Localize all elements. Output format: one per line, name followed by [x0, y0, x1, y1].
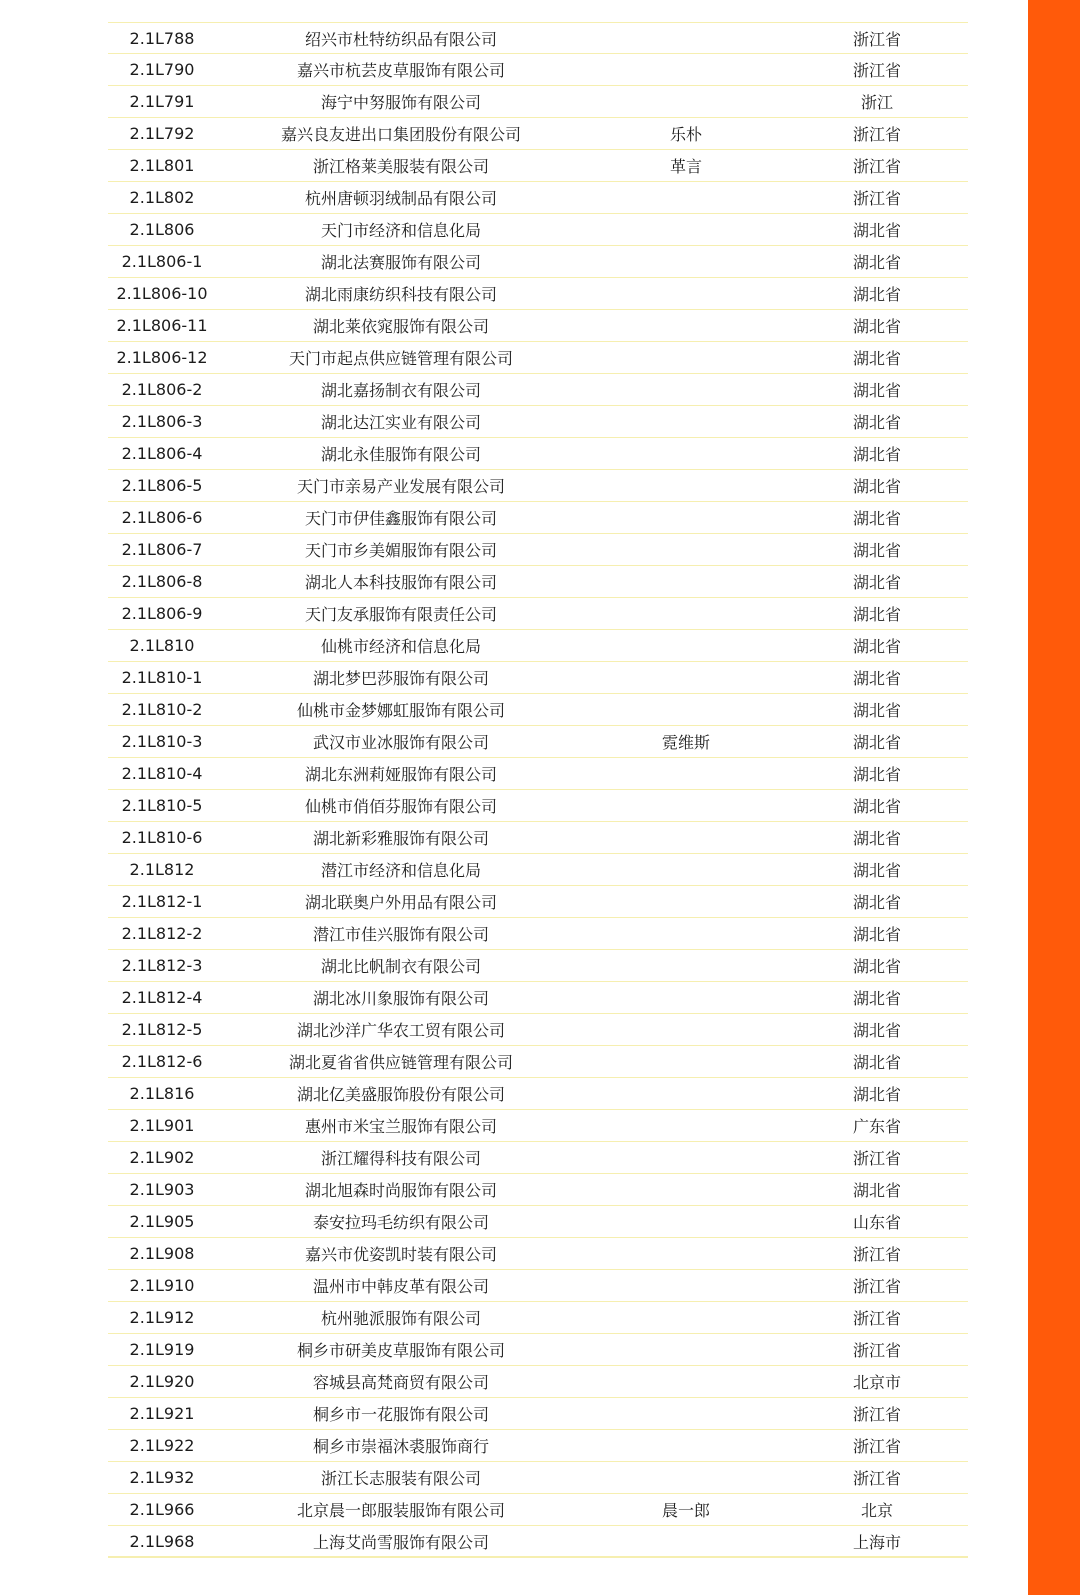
region-cell: 湖北省	[852, 957, 901, 976]
region-cell: 浙江省	[852, 1341, 901, 1360]
table-row	[108, 726, 968, 758]
table-row	[108, 886, 968, 918]
table-row	[108, 1270, 968, 1302]
booth-code-cell: 2.1L812-3	[121, 956, 203, 975]
region-cell: 湖北省	[852, 541, 901, 560]
booth-code-cell: 2.1L806-5	[121, 476, 203, 495]
booth-code-cell: 2.1L806-8	[121, 572, 203, 591]
region-cell: 浙江省	[852, 125, 901, 144]
region-cell: 浙江省	[852, 1405, 901, 1424]
booth-code-cell: 2.1L806-4	[121, 444, 203, 463]
booth-code-cell: 2.1L812-4	[121, 988, 203, 1007]
region-cell: 广东省	[852, 1117, 901, 1136]
booth-code-cell: 2.1L968	[129, 1531, 195, 1551]
table-row	[108, 630, 968, 662]
table-row	[108, 54, 968, 86]
region-cell: 湖北省	[852, 509, 901, 528]
company-name-cell: 嘉兴良友进出口集团股份有限公司	[280, 125, 521, 144]
table-row	[108, 470, 968, 502]
table-row	[108, 790, 968, 822]
region-cell: 湖北省	[852, 637, 901, 656]
region-cell: 北京	[860, 1501, 893, 1520]
table-row	[108, 694, 968, 726]
company-name-cell: 仙桃市金梦娜虹服饰有限公司	[296, 701, 505, 720]
region-cell: 湖北省	[852, 797, 901, 816]
table-row	[108, 1046, 968, 1078]
company-name-cell: 湖北比帆制衣有限公司	[320, 957, 481, 976]
company-name-cell: 湖北东洲莉娅服饰有限公司	[304, 765, 497, 784]
booth-code-cell: 2.1L806-2	[121, 380, 203, 399]
region-cell: 湖北省	[852, 477, 901, 496]
region-cell: 浙江省	[852, 1309, 901, 1328]
region-cell: 湖北省	[852, 1053, 901, 1072]
region-cell: 湖北省	[852, 285, 901, 304]
table-row	[108, 598, 968, 630]
region-cell: 湖北省	[852, 1085, 901, 1104]
company-name-cell: 浙江格莱美服装有限公司	[312, 157, 489, 176]
company-name-cell: 惠州市米宝兰服饰有限公司	[304, 1117, 497, 1136]
table-row	[108, 86, 968, 118]
company-name-cell: 浙江长志服装有限公司	[320, 1469, 481, 1488]
booth-code-cell: 2.1L810-5	[121, 796, 203, 815]
table-row	[108, 374, 968, 406]
company-name-cell: 湖北新彩雅服饰有限公司	[312, 829, 489, 848]
region-cell: 湖北省	[852, 893, 901, 912]
orange-side-bar	[1028, 0, 1080, 1595]
region-cell: 湖北省	[852, 413, 901, 432]
booth-code-cell: 2.1L812-6	[121, 1052, 203, 1071]
region-cell: 浙江省	[852, 61, 901, 80]
table-row	[108, 918, 968, 950]
region-cell: 湖北省	[852, 829, 901, 848]
booth-code-cell: 2.1L903	[129, 1180, 195, 1199]
region-cell: 湖北省	[852, 381, 901, 400]
company-name-cell: 湖北雨康纺织科技有限公司	[304, 285, 497, 304]
company-name-cell: 仙桃市经济和信息化局	[320, 637, 481, 656]
booth-code-cell: 2.1L806	[129, 220, 195, 239]
company-name-cell: 泰安拉玛毛纺织有限公司	[312, 1213, 489, 1232]
table-row	[108, 758, 968, 790]
table-row	[108, 1334, 968, 1366]
table-row	[108, 1526, 968, 1558]
region-cell: 山东省	[852, 1213, 901, 1232]
booth-code-cell: 2.1L932	[129, 1468, 195, 1487]
company-name-cell: 杭州唐顿羽绒制品有限公司	[304, 189, 497, 208]
booth-code-cell: 2.1L810-1	[121, 668, 203, 687]
booth-code-cell: 2.1L912	[129, 1308, 195, 1327]
booth-code-cell: 2.1L812	[129, 860, 195, 879]
region-cell: 浙江省	[852, 189, 901, 208]
table-row	[108, 246, 968, 278]
booth-code-cell: 2.1L922	[129, 1436, 195, 1455]
exhibitor-table	[108, 22, 968, 1558]
table-row	[108, 502, 968, 534]
booth-code-cell: 2.1L791	[129, 92, 195, 111]
booth-code-cell: 2.1L806-1	[121, 252, 203, 271]
booth-code-cell: 2.1L810-4	[121, 764, 203, 783]
booth-code-cell: 2.1L812-1	[121, 892, 203, 911]
table-row	[108, 982, 968, 1014]
brand-cell: 晨一郎	[661, 1501, 710, 1520]
company-name-cell: 绍兴市杜特纺织品有限公司	[304, 29, 497, 49]
region-cell: 北京市	[852, 1373, 901, 1392]
company-name-cell: 天门市起点供应链管理有限公司	[288, 349, 513, 368]
table-row	[108, 438, 968, 470]
booth-code-cell: 2.1L812-5	[121, 1020, 203, 1039]
booth-code-cell: 2.1L806-6	[121, 508, 203, 527]
region-cell: 浙江省	[852, 1437, 901, 1456]
company-name-cell: 仙桃市俏佰芬服饰有限公司	[304, 797, 497, 816]
region-cell: 湖北省	[852, 605, 901, 624]
table-row	[108, 1302, 968, 1334]
brand-cell: 乐朴	[669, 125, 702, 144]
company-name-cell: 湖北法赛服饰有限公司	[320, 253, 481, 272]
table-row	[108, 406, 968, 438]
region-cell: 浙江省	[852, 1277, 901, 1296]
company-name-cell: 桐乡市研美皮草服饰有限公司	[296, 1341, 505, 1360]
booth-code-cell: 2.1L806-11	[116, 316, 208, 335]
company-name-cell: 浙江耀得科技有限公司	[320, 1149, 481, 1168]
region-cell: 湖北省	[852, 317, 901, 336]
region-cell: 浙江省	[852, 1149, 901, 1168]
company-name-cell: 天门市经济和信息化局	[320, 221, 481, 240]
booth-code-cell: 2.1L966	[129, 1500, 195, 1519]
company-name-cell: 湖北冰川象服饰有限公司	[312, 989, 489, 1008]
booth-code-cell: 2.1L816	[129, 1084, 195, 1103]
booth-code-cell: 2.1L810-3	[121, 732, 203, 751]
booth-code-cell: 2.1L810	[129, 636, 195, 655]
region-cell: 湖北省	[852, 701, 901, 720]
company-name-cell: 湖北联奥户外用品有限公司	[304, 893, 497, 912]
booth-code-cell: 2.1L919	[129, 1340, 195, 1359]
region-cell: 湖北省	[852, 445, 901, 464]
table-row	[108, 150, 968, 182]
company-name-cell: 湖北亿美盛服饰股份有限公司	[296, 1085, 505, 1104]
region-cell: 湖北省	[852, 861, 901, 880]
table-row	[108, 118, 968, 150]
company-name-cell: 桐乡市崇福沐裘服饰商行	[312, 1437, 489, 1456]
table-row	[108, 278, 968, 310]
booth-code-cell: 2.1L920	[129, 1372, 195, 1391]
table-row	[108, 566, 968, 598]
table-row	[108, 662, 968, 694]
region-cell: 湖北省	[852, 989, 901, 1008]
booth-code-cell: 2.1L801	[129, 156, 195, 175]
company-name-cell: 湖北夏省省供应链管理有限公司	[288, 1053, 513, 1072]
region-cell: 湖北省	[852, 733, 901, 752]
region-cell: 湖北省	[852, 925, 901, 944]
table-row	[108, 214, 968, 246]
region-cell: 上海市	[852, 1532, 901, 1552]
booth-code-cell: 2.1L902	[129, 1148, 195, 1167]
region-cell: 湖北省	[852, 221, 901, 240]
booth-code-cell: 2.1L910	[129, 1276, 195, 1295]
table-row	[108, 534, 968, 566]
company-name-cell: 潜江市佳兴服饰有限公司	[312, 925, 489, 944]
booth-code-cell: 2.1L921	[129, 1404, 195, 1423]
table-row	[108, 1110, 968, 1142]
booth-code-cell: 2.1L806-9	[121, 604, 203, 623]
company-name-cell: 嘉兴市杭芸皮草服饰有限公司	[296, 61, 505, 80]
booth-code-cell: 2.1L802	[129, 188, 195, 207]
company-name-cell: 湖北莱依窕服饰有限公司	[312, 317, 489, 336]
table-row	[108, 182, 968, 214]
region-cell: 浙江省	[852, 1469, 901, 1488]
booth-code-cell: 2.1L806-7	[121, 540, 203, 559]
region-cell: 湖北省	[852, 1021, 901, 1040]
booth-code-cell: 2.1L806-12	[116, 348, 208, 367]
region-cell: 浙江省	[852, 1245, 901, 1264]
table-row	[108, 1014, 968, 1046]
table-row	[108, 1078, 968, 1110]
table-row	[108, 310, 968, 342]
company-name-cell: 天门市伊佳鑫服饰有限公司	[304, 509, 497, 528]
brand-cell: 霓维斯	[661, 733, 710, 752]
table-row	[108, 22, 968, 54]
booth-code-cell: 2.1L810-2	[121, 700, 203, 719]
region-cell: 湖北省	[852, 1181, 901, 1200]
table-row	[108, 1238, 968, 1270]
table-row	[108, 1398, 968, 1430]
company-name-cell: 潜江市经济和信息化局	[320, 861, 481, 880]
company-name-cell: 湖北沙洋广华农工贸有限公司	[296, 1021, 505, 1040]
booth-code-cell: 2.1L806-3	[121, 412, 203, 431]
table-row	[108, 1174, 968, 1206]
company-name-cell: 湖北达江实业有限公司	[320, 413, 481, 432]
company-name-cell: 温州市中韩皮革有限公司	[312, 1277, 489, 1296]
company-name-cell: 天门市乡美媚服饰有限公司	[304, 541, 497, 560]
company-name-cell: 海宁中努服饰有限公司	[320, 93, 481, 112]
region-cell: 浙江省	[852, 29, 901, 49]
table-row	[108, 1206, 968, 1238]
table-row	[108, 822, 968, 854]
table-row	[108, 1462, 968, 1494]
company-name-cell: 湖北嘉扬制衣有限公司	[320, 381, 481, 400]
brand-cell: 革言	[669, 157, 702, 176]
booth-code-cell: 2.1L792	[129, 124, 195, 143]
region-cell: 浙江省	[852, 157, 901, 176]
region-cell: 湖北省	[852, 349, 901, 368]
booth-code-cell: 2.1L908	[129, 1244, 195, 1263]
region-cell: 浙江	[860, 93, 893, 112]
company-name-cell: 湖北旭森时尚服饰有限公司	[304, 1181, 497, 1200]
table-row	[108, 342, 968, 374]
table-row	[108, 1430, 968, 1462]
company-name-cell: 武汉市业冰服饰有限公司	[312, 733, 489, 752]
company-name-cell: 湖北永佳服饰有限公司	[320, 445, 481, 464]
booth-code-cell: 2.1L905	[129, 1212, 195, 1231]
region-cell: 湖北省	[852, 573, 901, 592]
company-name-cell: 天门市亲易产业发展有限公司	[296, 477, 505, 496]
table-row	[108, 1494, 968, 1526]
region-cell: 湖北省	[852, 253, 901, 272]
region-cell: 湖北省	[852, 765, 901, 784]
company-name-cell: 北京晨一郎服装服饰有限公司	[296, 1501, 505, 1520]
table-row	[108, 1366, 968, 1398]
booth-code-cell: 2.1L812-2	[121, 924, 203, 943]
company-name-cell: 容城县高梵商贸有限公司	[312, 1373, 489, 1392]
company-name-cell: 湖北梦巴莎服饰有限公司	[312, 669, 489, 688]
company-name-cell: 上海艾尚雪服饰有限公司	[312, 1532, 489, 1552]
booth-code-cell: 2.1L790	[129, 60, 195, 79]
region-cell: 湖北省	[852, 669, 901, 688]
table-row	[108, 1142, 968, 1174]
company-name-cell: 杭州驰派服饰有限公司	[320, 1309, 481, 1328]
table-row	[108, 854, 968, 886]
booth-code-cell: 2.1L788	[129, 28, 195, 48]
table-row	[108, 950, 968, 982]
booth-code-cell: 2.1L901	[129, 1116, 195, 1135]
booth-code-cell: 2.1L806-10	[116, 284, 208, 303]
company-name-cell: 天门友承服饰有限责任公司	[304, 605, 497, 624]
company-name-cell: 嘉兴市优姿凯时装有限公司	[304, 1245, 497, 1264]
company-name-cell: 桐乡市一花服饰有限公司	[312, 1405, 489, 1424]
company-name-cell: 湖北人本科技服饰有限公司	[304, 573, 497, 592]
booth-code-cell: 2.1L810-6	[121, 828, 203, 847]
